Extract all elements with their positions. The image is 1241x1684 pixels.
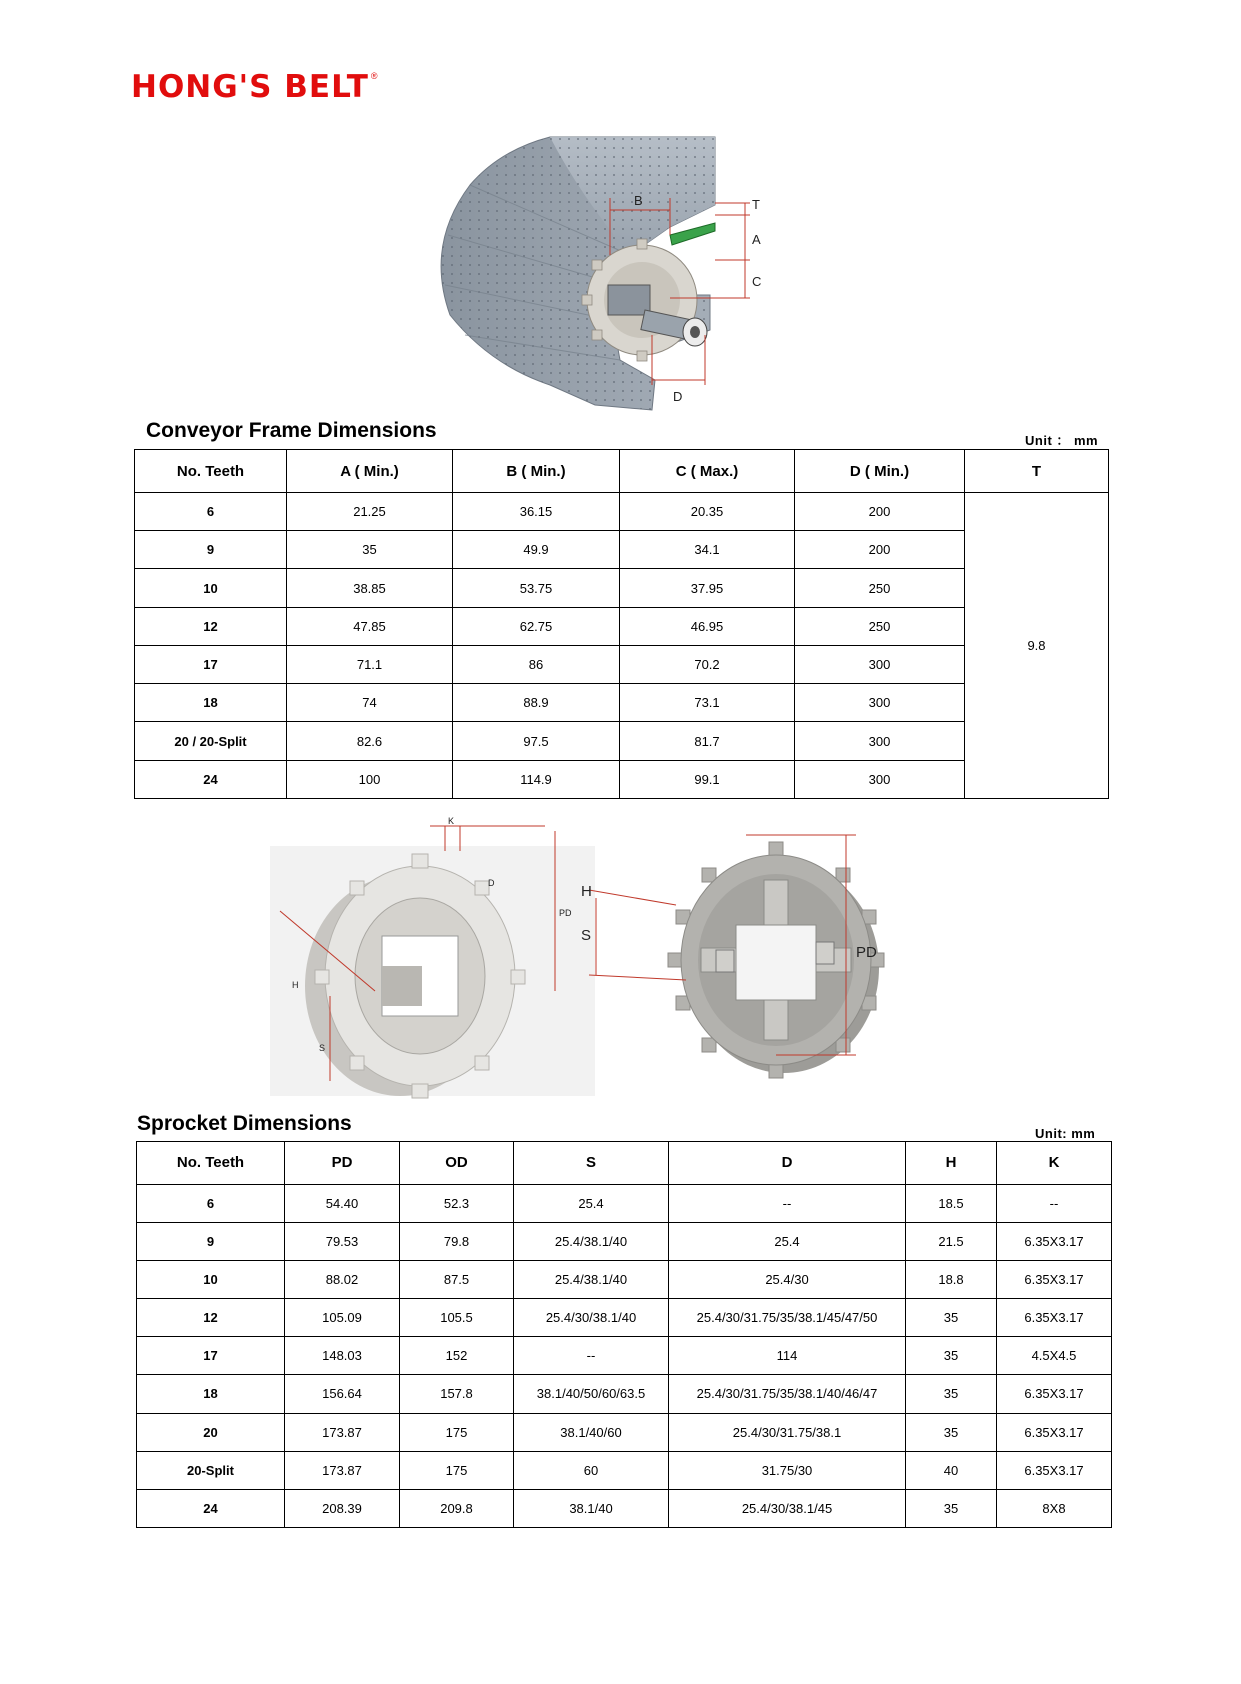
right-label-h: H [581, 883, 592, 900]
table-row [137, 1261, 1112, 1299]
left-label-pd: PD [559, 908, 572, 918]
table-row [137, 1337, 1112, 1375]
table-row [137, 1489, 1112, 1527]
table-cell: 25.4/30/31.75/38.1 [669, 1413, 906, 1451]
registered-mark: ® [370, 71, 378, 81]
table-cell: -- [997, 1184, 1112, 1222]
table-cell: 35 [287, 531, 453, 569]
table-cell: 6.35X3.17 [997, 1261, 1112, 1299]
table-cell: 36.15 [453, 493, 620, 531]
table-cell: 38.1/40/60 [514, 1413, 669, 1451]
table-cell: 25.4/38.1/40 [514, 1222, 669, 1260]
table-cell: 35 [906, 1375, 997, 1413]
table-cell: 8X8 [997, 1489, 1112, 1527]
label-t: T [752, 197, 760, 212]
table-cell: 300 [795, 684, 965, 722]
table-cell: 21.25 [287, 493, 453, 531]
left-label-k: K [448, 816, 455, 826]
table-cell: 79.53 [285, 1222, 400, 1260]
table-cell: 52.3 [400, 1184, 514, 1222]
table-row [137, 1222, 1112, 1260]
table-cell: 25.4/30/38.1/40 [514, 1299, 669, 1337]
sprocket-illustration-right [581, 840, 946, 1090]
column-header: D ( Min.) [795, 450, 965, 493]
sprocket-unit: Unit: mm [1035, 1126, 1096, 1141]
thickness-cell: 9.8 [965, 493, 1109, 799]
sprocket-illustration-left [270, 816, 595, 1096]
table-cell: 208.39 [285, 1489, 400, 1527]
table-row [137, 1184, 1112, 1222]
table-cell: 114.9 [453, 760, 620, 798]
column-header: C ( Max.) [620, 450, 795, 493]
table-cell: 173.87 [285, 1413, 400, 1451]
table-cell: 88.9 [453, 684, 620, 722]
table-cell: 62.75 [453, 607, 620, 645]
column-header: No. Teeth [135, 450, 287, 493]
conveyor-section-title: Conveyor Frame Dimensions [146, 419, 437, 442]
table-row [135, 607, 1109, 645]
table-cell: 46.95 [620, 607, 795, 645]
table-cell: 38.85 [287, 569, 453, 607]
table-cell: 70.2 [620, 645, 795, 683]
table-cell: 209.8 [400, 1489, 514, 1527]
table-cell: 79.8 [400, 1222, 514, 1260]
table-cell: 6 [137, 1184, 285, 1222]
right-label-pd: PD [856, 944, 877, 961]
table-cell: 12 [137, 1299, 285, 1337]
table-cell: 24 [135, 760, 287, 798]
label-c: C [752, 274, 762, 289]
column-header: H [906, 1142, 997, 1185]
table-cell: 97.5 [453, 722, 620, 760]
label-d: D [673, 389, 683, 404]
table-cell: 6.35X3.17 [997, 1413, 1112, 1451]
sprocket-section-title: Sprocket Dimensions [137, 1112, 352, 1135]
table-cell: 31.75/30 [669, 1451, 906, 1489]
table-cell: 74 [287, 684, 453, 722]
column-header: T [965, 450, 1109, 493]
table-cell: 24 [137, 1489, 285, 1527]
table-cell: 152 [400, 1337, 514, 1375]
table-cell: 35 [906, 1337, 997, 1375]
table-cell: 37.95 [620, 569, 795, 607]
table-cell: 156.64 [285, 1375, 400, 1413]
column-header: B ( Min.) [453, 450, 620, 493]
table-cell: 175 [400, 1413, 514, 1451]
table-cell: 35 [906, 1413, 997, 1451]
table-cell: 25.4/30/38.1/45 [669, 1489, 906, 1527]
table-cell: 71.1 [287, 645, 453, 683]
table-cell: 250 [795, 569, 965, 607]
table-cell: 105.09 [285, 1299, 400, 1337]
table-cell: 21.5 [906, 1222, 997, 1260]
table-cell: 114 [669, 1337, 906, 1375]
table-cell: 82.6 [287, 722, 453, 760]
table-cell: 25.4/30 [669, 1261, 906, 1299]
table-cell: 6.35X3.17 [997, 1299, 1112, 1337]
table-cell: 17 [135, 645, 287, 683]
conveyor-belt-illustration [430, 135, 830, 425]
table-cell: 6.35X3.17 [997, 1222, 1112, 1260]
label-b: B [634, 193, 643, 208]
left-label-h: H [292, 980, 299, 990]
table-cell: 6 [135, 493, 287, 531]
table-row [137, 1451, 1112, 1489]
table-cell: 300 [795, 760, 965, 798]
table-cell: 173.87 [285, 1451, 400, 1489]
column-header: PD [285, 1142, 400, 1185]
table-cell: 20.35 [620, 493, 795, 531]
table-row [135, 531, 1109, 569]
table-row [135, 760, 1109, 798]
conveyor-unit: Unit ： mm [1025, 433, 1099, 448]
column-header: OD [400, 1142, 514, 1185]
table-cell: 105.5 [400, 1299, 514, 1337]
table-cell: 53.75 [453, 569, 620, 607]
table-cell: 20 / 20-Split [135, 722, 287, 760]
table-cell: 12 [135, 607, 287, 645]
table-cell: 300 [795, 722, 965, 760]
table-cell: 9 [137, 1222, 285, 1260]
brand-logo [131, 70, 378, 104]
left-label-d: D [488, 878, 495, 888]
table-cell: 25.4/30/31.75/35/38.1/45/47/50 [669, 1299, 906, 1337]
table-row [135, 684, 1109, 722]
table-cell: 25.4 [514, 1184, 669, 1222]
brand-name: HONG'S BELT [131, 69, 369, 105]
table-row [137, 1375, 1112, 1413]
column-header: K [997, 1142, 1112, 1185]
sprocket-table [136, 1141, 1112, 1528]
table-cell: 81.7 [620, 722, 795, 760]
table-cell: 35 [906, 1489, 997, 1527]
table-cell: 25.4/30/31.75/35/38.1/40/46/47 [669, 1375, 906, 1413]
table-row [135, 569, 1109, 607]
table-cell: 18.5 [906, 1184, 997, 1222]
table-cell: 175 [400, 1451, 514, 1489]
label-a: A [752, 232, 761, 247]
table-cell: 18.8 [906, 1261, 997, 1299]
left-label-s: S [319, 1043, 326, 1053]
table-cell: 54.40 [285, 1184, 400, 1222]
table-cell: 100 [287, 760, 453, 798]
table-cell: 10 [137, 1261, 285, 1299]
table-cell: 10 [135, 569, 287, 607]
table-cell: 200 [795, 531, 965, 569]
table-cell: 25.4/38.1/40 [514, 1261, 669, 1299]
table-cell: 148.03 [285, 1337, 400, 1375]
table-cell: 49.9 [453, 531, 620, 569]
table-cell: 6.35X3.17 [997, 1451, 1112, 1489]
table-cell: 6.35X3.17 [997, 1375, 1112, 1413]
table-cell: 88.02 [285, 1261, 400, 1299]
table-cell: -- [514, 1337, 669, 1375]
table-row [135, 722, 1109, 760]
table-cell: 18 [137, 1375, 285, 1413]
table-cell: 47.85 [287, 607, 453, 645]
table-cell: 200 [795, 493, 965, 531]
table-row [137, 1413, 1112, 1451]
table-cell: 86 [453, 645, 620, 683]
table-cell: 20-Split [137, 1451, 285, 1489]
column-header: No. Teeth [137, 1142, 285, 1185]
table-cell: 4.5X4.5 [997, 1337, 1112, 1375]
column-header: S [514, 1142, 669, 1185]
table-cell: 17 [137, 1337, 285, 1375]
table-cell: 25.4 [669, 1222, 906, 1260]
table-row [135, 493, 1109, 531]
conveyor-frame-table [134, 449, 1109, 799]
column-header: D [669, 1142, 906, 1185]
table-cell: 18 [135, 684, 287, 722]
table-cell: 35 [906, 1299, 997, 1337]
table-cell: 34.1 [620, 531, 795, 569]
table-cell: 40 [906, 1451, 997, 1489]
table-cell: 300 [795, 645, 965, 683]
column-header: A ( Min.) [287, 450, 453, 493]
table-row [137, 1299, 1112, 1337]
table-header-row [137, 1142, 1112, 1185]
right-label-s: S [581, 927, 592, 944]
table-cell: 73.1 [620, 684, 795, 722]
table-cell: 99.1 [620, 760, 795, 798]
table-cell: 38.1/40/50/60/63.5 [514, 1375, 669, 1413]
table-cell: 38.1/40 [514, 1489, 669, 1527]
table-cell: 20 [137, 1413, 285, 1451]
table-cell: 60 [514, 1451, 669, 1489]
table-cell: -- [669, 1184, 906, 1222]
table-row [135, 645, 1109, 683]
table-cell: 87.5 [400, 1261, 514, 1299]
table-cell: 250 [795, 607, 965, 645]
table-cell: 157.8 [400, 1375, 514, 1413]
table-header-row [135, 450, 1109, 493]
table-cell: 9 [135, 531, 287, 569]
